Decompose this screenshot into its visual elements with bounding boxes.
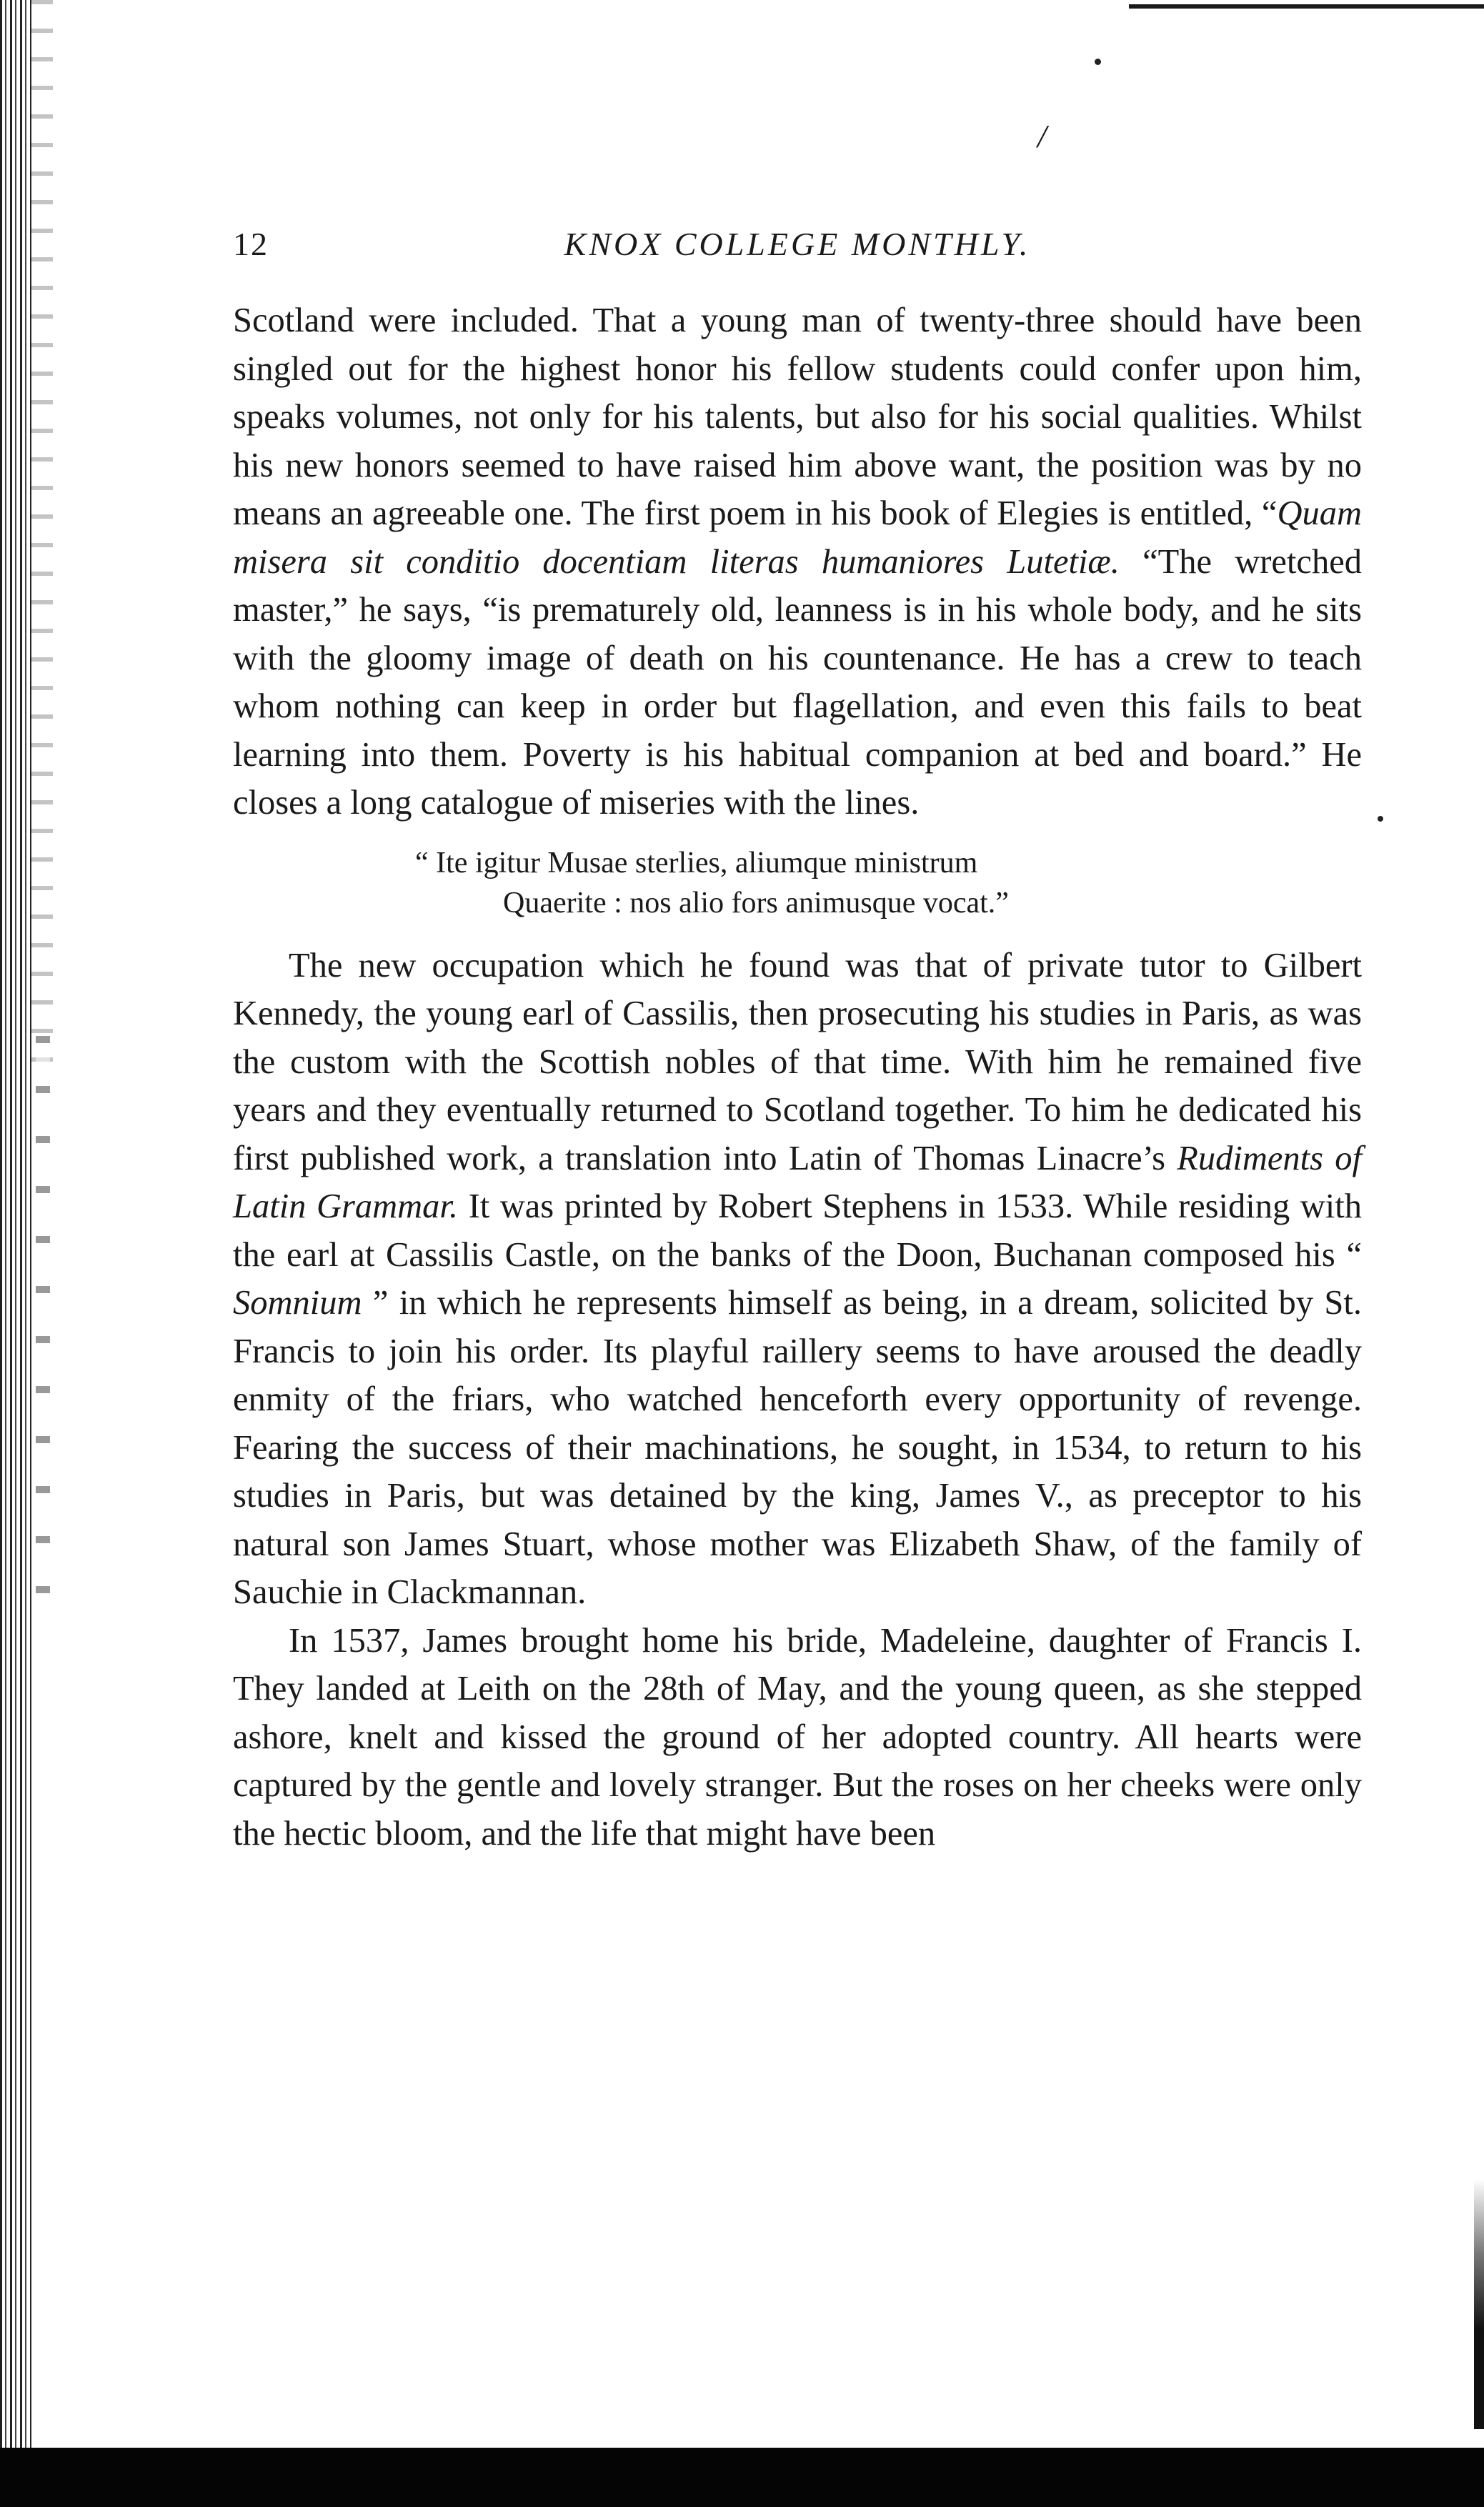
scan-gutter-marks <box>36 1036 50 1608</box>
scan-top-rule <box>1129 4 1484 9</box>
scan-speck <box>1095 59 1101 65</box>
paragraph-1 <box>233 296 1362 827</box>
running-head <box>233 225 1362 268</box>
paragraph-1-continued: “The wretched master,” he says, “is prematurely old, leanness is in his whole body, and he sits with the gloomy image of death on his countenance. He has a crew to teach whom nothing can keep in order but flagellation, and even this fails to beat learning into them. Poverty is his habitual companion at bed and board.” He closes a long catalogue of miseries with the lines. <box>233 542 1362 822</box>
page-number: 12 <box>233 226 269 262</box>
scan-right-edge-shadow <box>1474 2179 1484 2429</box>
book-title: Rudiments of Latin Grammar. <box>233 1139 1362 1225</box>
scan-gutter-noise <box>31 0 53 1072</box>
scan-binding-shadow <box>0 0 31 2507</box>
verse-line-2: Quaerite : nos alio fors animusque vocat.” <box>503 886 1009 919</box>
scan-speck <box>1378 816 1383 822</box>
verse-quotation <box>233 843 1362 923</box>
scan-bottom-bar <box>0 2448 1484 2507</box>
paragraph-2 <box>233 942 1362 1617</box>
verse-line-1: “ Ite igitur Musae sterlies, aliumque ministrum <box>415 846 978 879</box>
somnium-title: Somnium <box>233 1284 362 1322</box>
paragraph-3: In 1537, James brought home his bride, Madeleine, daughter of Francis I. They landed at Leith on the 28th of May, and the young queen, as she stepped ashore, knelt and kissed the ground of her adopted country. All hearts were captured by the gentle and lovely stranger. But the roses on her cheeks were only the hectic bloom, and the life that might have been <box>233 1621 1362 1853</box>
paragraph-1-text: Scotland were included. That a young man of twenty-three should have been singled out for the highest honor his fellow students could confer upon him, speaks volumes, not only for his talents, but also for his social qualities. Whilst his new honors seemed to have raised him above want, the position was by no means an agreeable one. The first poem in his book of Elegies is entitled, “ <box>233 301 1362 532</box>
paragraph-2-continued: It was printed by Robert Stephens in 1533. While residing with the earl at Cassilis Castle, on the banks of the Doon, Buchanan composed his “ <box>233 1187 1362 1274</box>
journal-title: KNOX COLLEGE MONTHLY. <box>564 226 1031 262</box>
paragraph-2-text: The new occupation which he found was that of private tutor to Gilbert Kennedy, the young earl of Cassilis, then prosecuting his studies in Paris, as was the custom with the Scottish nobles of that time. With him he remained five years and they eventually returned to Scotland together. To him he dedicated his first published work, a translation into Latin of Thomas Linacre’s <box>233 946 1362 1177</box>
article-body <box>233 296 1362 1858</box>
margin-slash-mark: / <box>1037 118 1047 154</box>
paragraph-2-end: ” in which he represents himself as being, in a dream, solicited by St. Francis to join his order. Its playful raillery seems to have aroused the deadly enmity of the friars, who watched henceforth every opportunity of revenge. Fearing the success of their machinations, he sought, in 1534, to return to his studies in Paris, but was detained by the king, James V., as preceptor to his natural son James Stuart, whose mother was Elizabeth Shaw, of the family of Sauchie in Clackmannan. <box>233 1284 1362 1611</box>
latin-poem-title: Quam misera sit conditio docentiam literas humaniores Lutetiæ. <box>233 494 1362 581</box>
